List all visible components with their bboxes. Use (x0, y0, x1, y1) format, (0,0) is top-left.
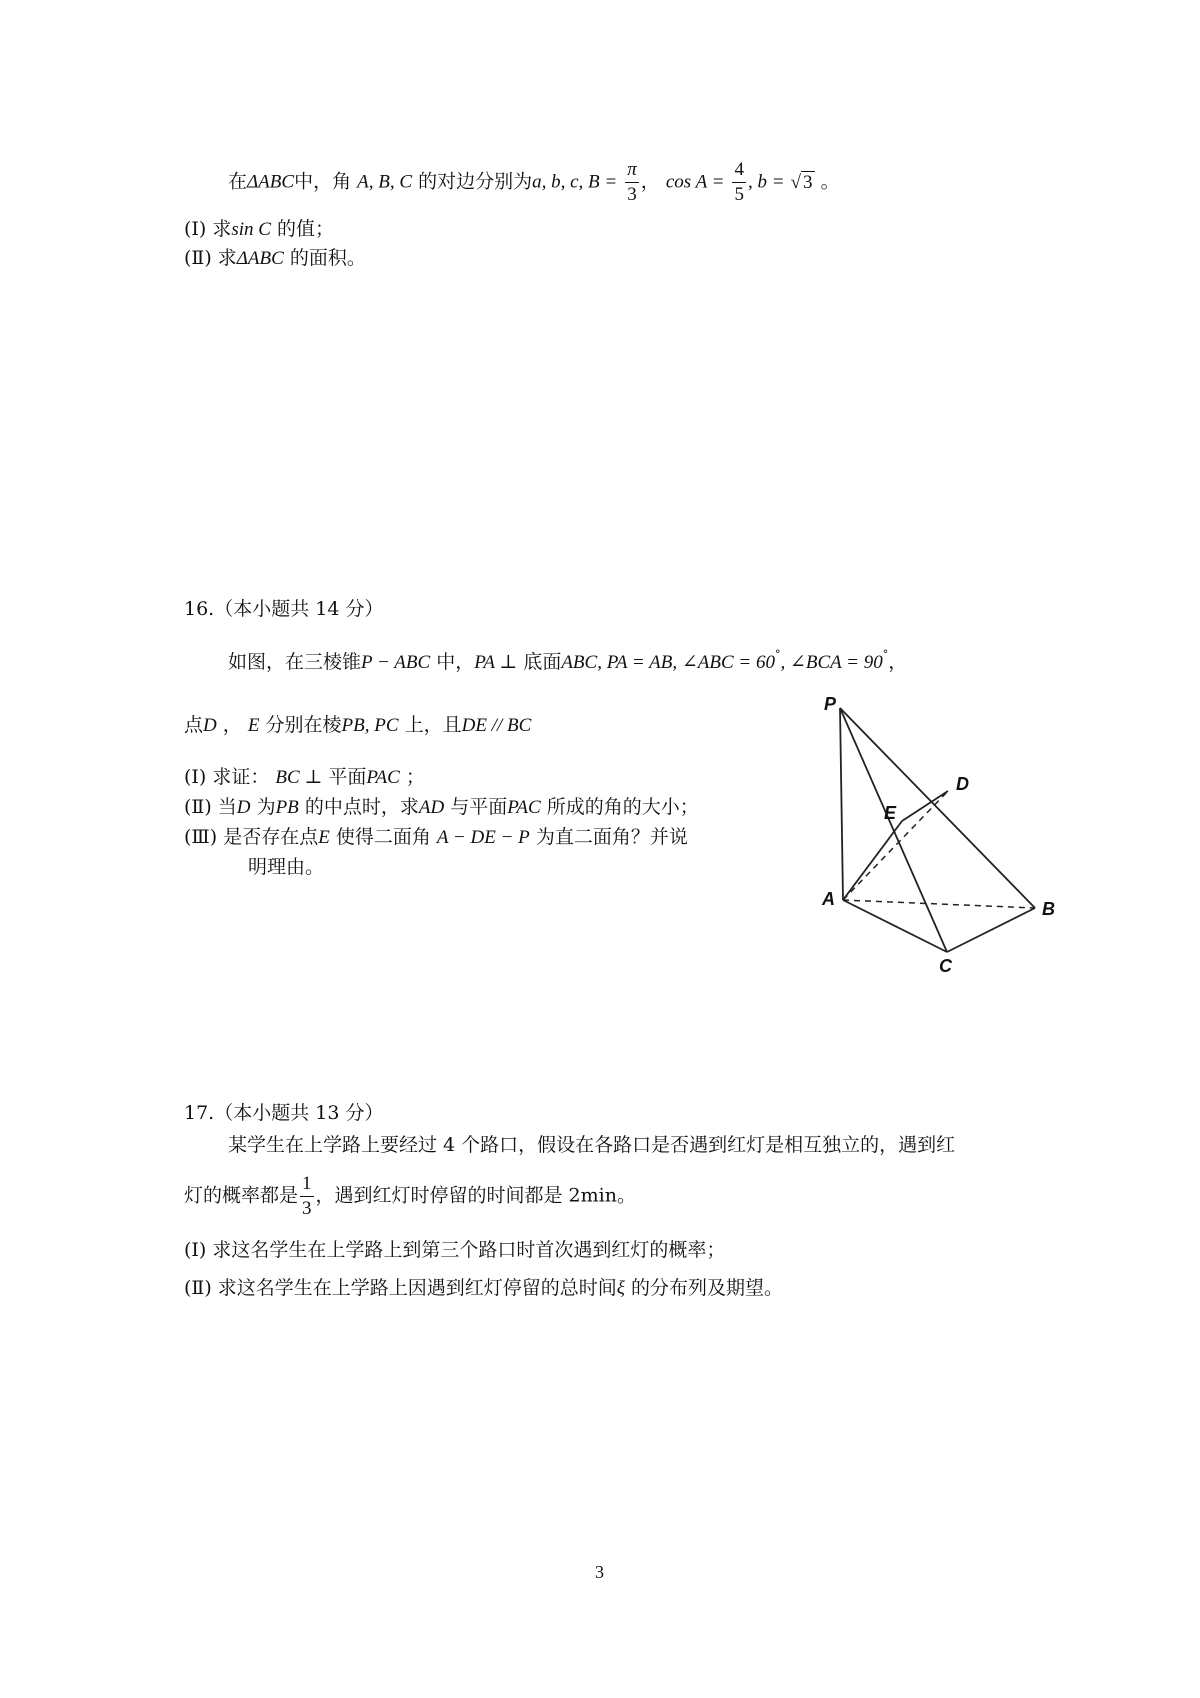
denominator: 5 (734, 184, 744, 205)
text: 中， (436, 651, 475, 673)
text: 的对边分别为 (418, 170, 533, 193)
text: ，遇到红灯时停留的时间都是 2min。 (315, 1184, 636, 1207)
label-a: A (822, 889, 835, 909)
tetrahedron-figure (810, 690, 1070, 980)
text: ， (640, 170, 660, 193)
text: (Ⅱ) 求 (184, 247, 237, 269)
text: (I) 求证： (184, 766, 270, 788)
q16-stem2 (184, 712, 531, 739)
text: (Ⅲ) 是否存在点 (184, 826, 319, 848)
edge-pc (840, 708, 947, 952)
math: PA ⊥ (474, 652, 518, 673)
text: 使得二面角 (335, 826, 431, 848)
edge-ac (843, 900, 947, 952)
q15-part2 (184, 245, 366, 272)
fraction-pi-3 (625, 158, 639, 207)
text: 所成的角的大小； (546, 796, 699, 818)
denominator: 3 (627, 184, 637, 205)
text: 的值； (277, 218, 335, 240)
edge-bc (947, 908, 1035, 952)
math: P − ABC (361, 652, 431, 673)
math: ξ (616, 1278, 625, 1299)
label-e: E (884, 803, 897, 823)
q16-heading: 16.（本小题共 14 分） (184, 598, 384, 620)
edge-ae (843, 821, 902, 900)
text: 点 (184, 714, 204, 736)
math: AD (418, 797, 445, 818)
fraction-1-3 (300, 1172, 314, 1221)
math: D (203, 715, 217, 736)
text: 中，角 (294, 170, 352, 193)
numerator: 1 (300, 1172, 314, 1197)
label-c: C (939, 956, 952, 976)
q16-stem1 (228, 642, 907, 676)
numerator: π (625, 158, 639, 183)
edge-ab-hidden (843, 900, 1035, 908)
math: , ∠BCA = 90 (780, 652, 883, 673)
math: PAC (366, 767, 400, 788)
math: E (247, 715, 260, 736)
q17-part1: (Ⅰ) 求这名学生在上学路上到第三个路口时首次遇到红灯的概率； (184, 1239, 726, 1261)
label-d: D (956, 774, 969, 794)
q17-heading: 17.（本小题共 13 分） (184, 1102, 384, 1124)
math: sin C (231, 219, 271, 240)
text: ， (222, 714, 242, 736)
q17-part2 (184, 1275, 783, 1302)
text: (I) 求 (184, 218, 232, 240)
text: 为直二面角？并说 (535, 826, 688, 848)
math: E (318, 827, 330, 848)
edge-pa (840, 708, 843, 900)
text: ； (405, 766, 425, 788)
text: 底面 (523, 651, 562, 673)
text: 分别在棱 (265, 714, 342, 736)
text: 的中点时，求 (304, 796, 419, 818)
text: 上，且 (404, 714, 462, 736)
label-b: B (1042, 899, 1055, 919)
math: DE // BC (461, 715, 532, 736)
math: PB (275, 797, 299, 818)
text: 在 (228, 170, 248, 193)
text: 的分布列及期望。 (630, 1277, 783, 1299)
text: (Ⅱ) 求这名学生在上学路上因遇到红灯停留的总时间 (184, 1277, 617, 1299)
q16-part3 (184, 824, 688, 851)
q16-part3-cont: 明理由。 (248, 856, 325, 878)
q17-stem2 (184, 1172, 636, 1221)
edge-pb (840, 708, 1035, 908)
math: PB, PC (341, 715, 399, 736)
numerator: 4 (732, 158, 746, 183)
math: , b = (747, 171, 785, 193)
text: 与平面 (450, 796, 508, 818)
text: (Ⅱ) 当 (184, 796, 237, 818)
text: 。 (820, 170, 840, 193)
text: 平面 (328, 766, 367, 788)
math: BC ⊥ (275, 767, 323, 788)
radicand: 3 (803, 171, 813, 193)
label-p: P (824, 694, 837, 714)
math: ΔABC (236, 248, 284, 269)
math: PAC (507, 797, 541, 818)
text: 如图，在三棱锥 (228, 651, 362, 673)
denominator: 3 (302, 1198, 312, 1219)
page-number: 3 (595, 1562, 604, 1582)
text: ， (888, 651, 908, 673)
sqrt-3 (791, 167, 815, 198)
text: 为 (256, 796, 276, 818)
degree: ° (882, 648, 889, 661)
degree: ° (774, 648, 781, 661)
text: 灯的概率都是 (184, 1184, 299, 1207)
math: D (236, 797, 251, 818)
q16-part1 (184, 764, 425, 791)
math: cos A = (665, 171, 725, 193)
math: A − DE − P (436, 827, 530, 848)
q17-stem1: 某学生在上学路上要经过 4 个路口，假设在各路口是否遇到红灯是相互独立的，遇到红 (228, 1134, 956, 1156)
math: a, b, c, B = (532, 171, 618, 193)
text: 的面积。 (289, 247, 366, 269)
sqrt-sign: √ (790, 171, 802, 193)
fraction-4-5 (732, 158, 746, 207)
math: ΔABC (247, 171, 295, 193)
math: ABC, PA = AB, ∠ABC = 60 (561, 652, 775, 673)
q16-part2 (184, 794, 699, 821)
q15-stem (228, 158, 840, 207)
q15-part1 (184, 216, 334, 243)
math: A, B, C (357, 171, 413, 193)
